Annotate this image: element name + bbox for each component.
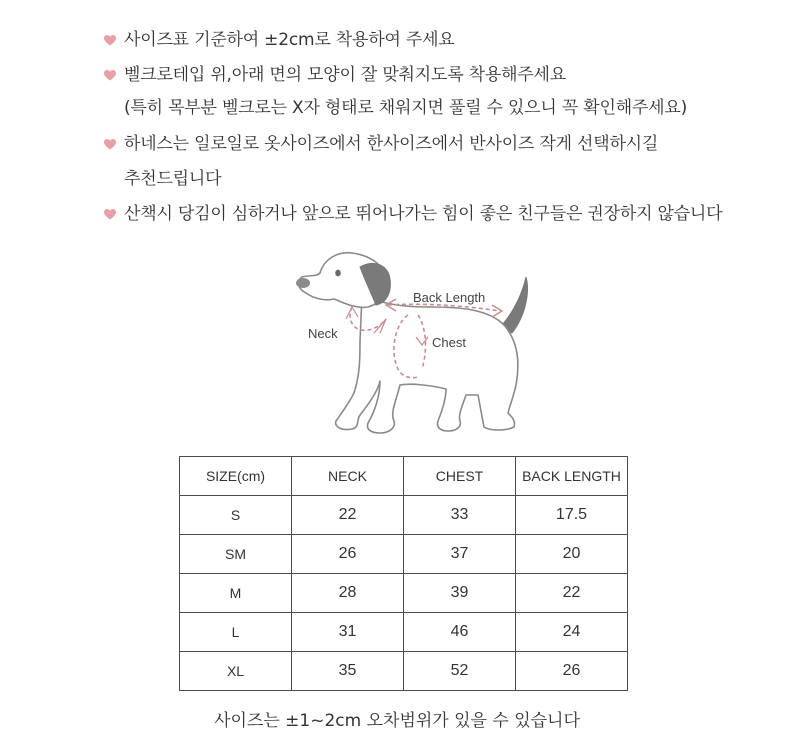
heart-icon bbox=[104, 209, 116, 220]
tolerance-note: 사이즈는 ±1~2cm 오차범위가 있을 수 있습니다 bbox=[214, 711, 580, 731]
neck-cell: 26 bbox=[292, 535, 404, 574]
neck-cell: 31 bbox=[292, 613, 404, 652]
size-cell: S bbox=[180, 496, 292, 535]
back-length-label: Back Length bbox=[413, 290, 486, 305]
heart-icon bbox=[104, 70, 116, 81]
table-row bbox=[180, 652, 628, 691]
chest-cell: 33 bbox=[404, 496, 516, 535]
neck-cell: 22 bbox=[292, 496, 404, 535]
size-cell: XL bbox=[180, 652, 292, 691]
chest-cell: 46 bbox=[404, 613, 516, 652]
note-text: 벨크로테입 위,아래 면의 모양이 잘 맞춰지도록 착용해주세요 bbox=[124, 65, 566, 85]
back-length-cell: 20 bbox=[516, 535, 628, 574]
table-row bbox=[180, 613, 628, 652]
dog-measurement-diagram bbox=[290, 245, 540, 440]
header-neck: NECK bbox=[292, 457, 404, 496]
neck-cell: 35 bbox=[292, 652, 404, 691]
chest-cell: 37 bbox=[404, 535, 516, 574]
header-chest: CHEST bbox=[404, 457, 516, 496]
note-text: (특히 목부분 벨크로는 X자 형태로 채워지면 풀릴 수 있으니 꼭 확인해주세요) bbox=[124, 98, 688, 118]
size-cell: L bbox=[180, 613, 292, 652]
size-cell: SM bbox=[180, 535, 292, 574]
back-length-cell: 24 bbox=[516, 613, 628, 652]
table-row bbox=[180, 496, 628, 535]
table-row bbox=[180, 574, 628, 613]
note-text: 산책시 당김이 심하거나 앞으로 뛰어나가는 힘이 좋은 친구들은 권장하지 않습니다 bbox=[124, 204, 723, 224]
chest-label: Chest bbox=[432, 335, 466, 350]
size-cell: M bbox=[180, 574, 292, 613]
table-header-row bbox=[180, 457, 628, 496]
table-row bbox=[180, 535, 628, 574]
chest-cell: 52 bbox=[404, 652, 516, 691]
neck-label: Neck bbox=[308, 326, 338, 341]
heart-icon bbox=[104, 35, 116, 46]
size-table bbox=[179, 456, 628, 691]
header-back-length: BACK LENGTH bbox=[516, 457, 628, 496]
note-text: 하네스는 일로일로 옷사이즈에서 한사이즈에서 반사이즈 작게 선택하시길 bbox=[124, 134, 659, 154]
chest-cell: 39 bbox=[404, 574, 516, 613]
dog-illustration bbox=[290, 245, 540, 440]
neck-cell: 28 bbox=[292, 574, 404, 613]
heart-icon bbox=[104, 139, 116, 150]
note-text: 추천드립니다 bbox=[124, 169, 222, 189]
back-length-cell: 22 bbox=[516, 574, 628, 613]
back-length-cell: 26 bbox=[516, 652, 628, 691]
header-size: SIZE(cm) bbox=[180, 457, 292, 496]
back-length-cell: 17.5 bbox=[516, 496, 628, 535]
note-text: 사이즈표 기준하여 ±2cm로 착용하여 주세요 bbox=[124, 30, 455, 50]
